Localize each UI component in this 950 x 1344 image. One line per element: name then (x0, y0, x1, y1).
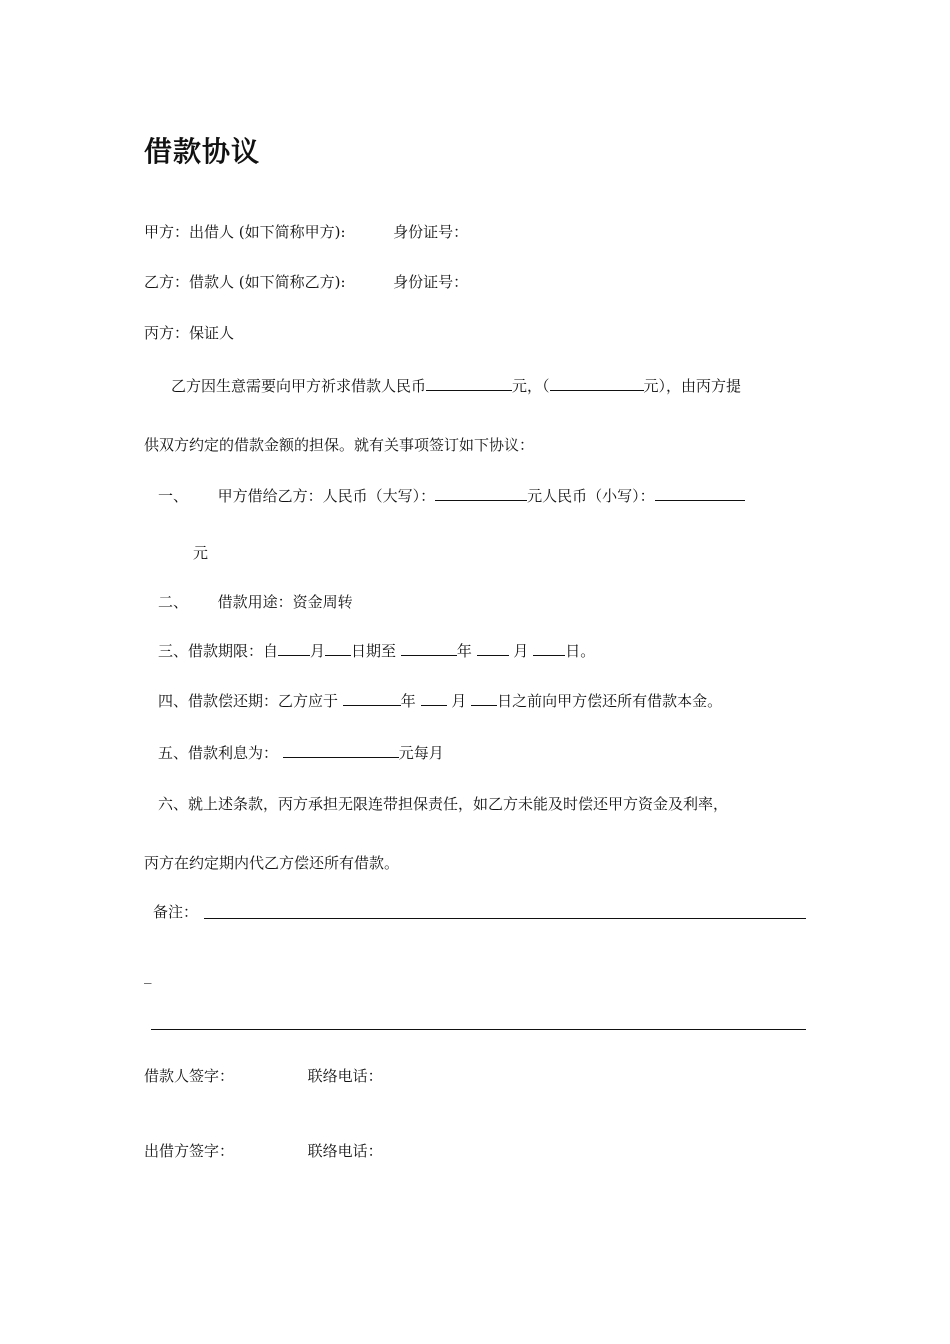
party-b-id-label: 身份证号： (393, 273, 469, 291)
clause-3-line (158, 640, 595, 661)
intro-line-1 (171, 375, 741, 396)
clause-2-line (158, 592, 353, 612)
clause-1-number: 一、 (158, 487, 189, 505)
party-a-id-label: 身份证号： (393, 223, 469, 241)
clause-3-text: 三、借款期限：自 (158, 642, 279, 660)
party-b-line (144, 272, 468, 292)
interest-blank[interactable] (283, 742, 399, 758)
clause-1-line (158, 485, 745, 506)
clause-6-line-2: 丙方在约定期内代乙方偿还所有借款。 (144, 854, 400, 872)
lender-phone-label: 联络电话： (307, 1142, 383, 1160)
clause-1-tail: 元 (193, 544, 209, 562)
party-a-label: 甲方：出借人 (如下简称甲方): (144, 223, 346, 241)
borrower-phone-label: 联络电话： (307, 1067, 383, 1085)
lender-signature-label: 出借方签字： (144, 1142, 235, 1160)
borrower-signature-line (144, 1066, 383, 1086)
stray-underscore: _ (144, 966, 152, 984)
party-b-label: 乙方：借款人 (如下简称乙方): (144, 273, 346, 291)
clause-3-text: 日。 (565, 642, 596, 660)
amount-blank[interactable] (550, 375, 644, 391)
clause-5-text: 元每月 (398, 744, 444, 762)
intro-text-1: 乙方因生意需要向甲方祈求借款人民币 (171, 377, 427, 395)
document-title: 借款协议 (144, 135, 261, 168)
clause-5-text: 五、借款利息为： (158, 744, 279, 762)
clause-4-text: 月 (451, 692, 467, 710)
date-blank[interactable] (343, 690, 401, 706)
date-blank[interactable] (325, 640, 351, 656)
date-blank[interactable] (278, 640, 310, 656)
clause-3-text: 日期至 (351, 642, 397, 660)
amount-blank[interactable] (426, 375, 512, 391)
intro-text-3: 元），由丙方提 (643, 377, 742, 395)
party-a-line (144, 222, 468, 242)
clause-3-text: 月 (310, 642, 326, 660)
clause-3-text: 年 (456, 642, 472, 660)
clause-4-line (158, 690, 722, 711)
date-blank[interactable] (401, 640, 457, 656)
intro-line-2: 供双方约定的借款金额的担保。就有关事项签订如下协议： (144, 436, 535, 454)
clause-3-text: 月 (513, 642, 529, 660)
clause-2-text: 借款用途：资金周转 (217, 593, 353, 611)
clause-4-text: 日之前向甲方偿还所有借款本金。 (497, 692, 723, 710)
amount-blank[interactable] (655, 485, 745, 501)
clause-5-line (158, 742, 444, 763)
lender-signature-line (144, 1141, 383, 1161)
amount-blank[interactable] (435, 485, 527, 501)
date-blank[interactable] (471, 690, 497, 706)
clause-4-text: 四、借款偿还期：乙方应于 (158, 692, 339, 710)
clause-6-line-1: 六、就上述条款，丙方承担无限连带担保责任，如乙方未能及时偿还甲方资金及利率， (158, 795, 729, 813)
party-c-label: 丙方：保证人 (144, 324, 235, 342)
party-c-line (144, 323, 234, 343)
remarks-blank-line[interactable] (204, 918, 806, 919)
clause-1-text-2: 元人民币（小写）： (527, 487, 655, 505)
remarks-label: 备注： (153, 903, 199, 921)
clause-2-number: 二、 (158, 593, 189, 611)
date-blank[interactable] (477, 640, 509, 656)
intro-text-2: 元，（ (512, 377, 550, 395)
borrower-signature-label: 借款人签字： (144, 1067, 235, 1085)
remarks-blank-line-2[interactable] (151, 1029, 806, 1030)
clause-4-text: 年 (400, 692, 416, 710)
date-blank[interactable] (533, 640, 565, 656)
date-blank[interactable] (421, 690, 447, 706)
clause-1-text-1: 甲方借给乙方：人民币（大写）： (217, 487, 436, 505)
